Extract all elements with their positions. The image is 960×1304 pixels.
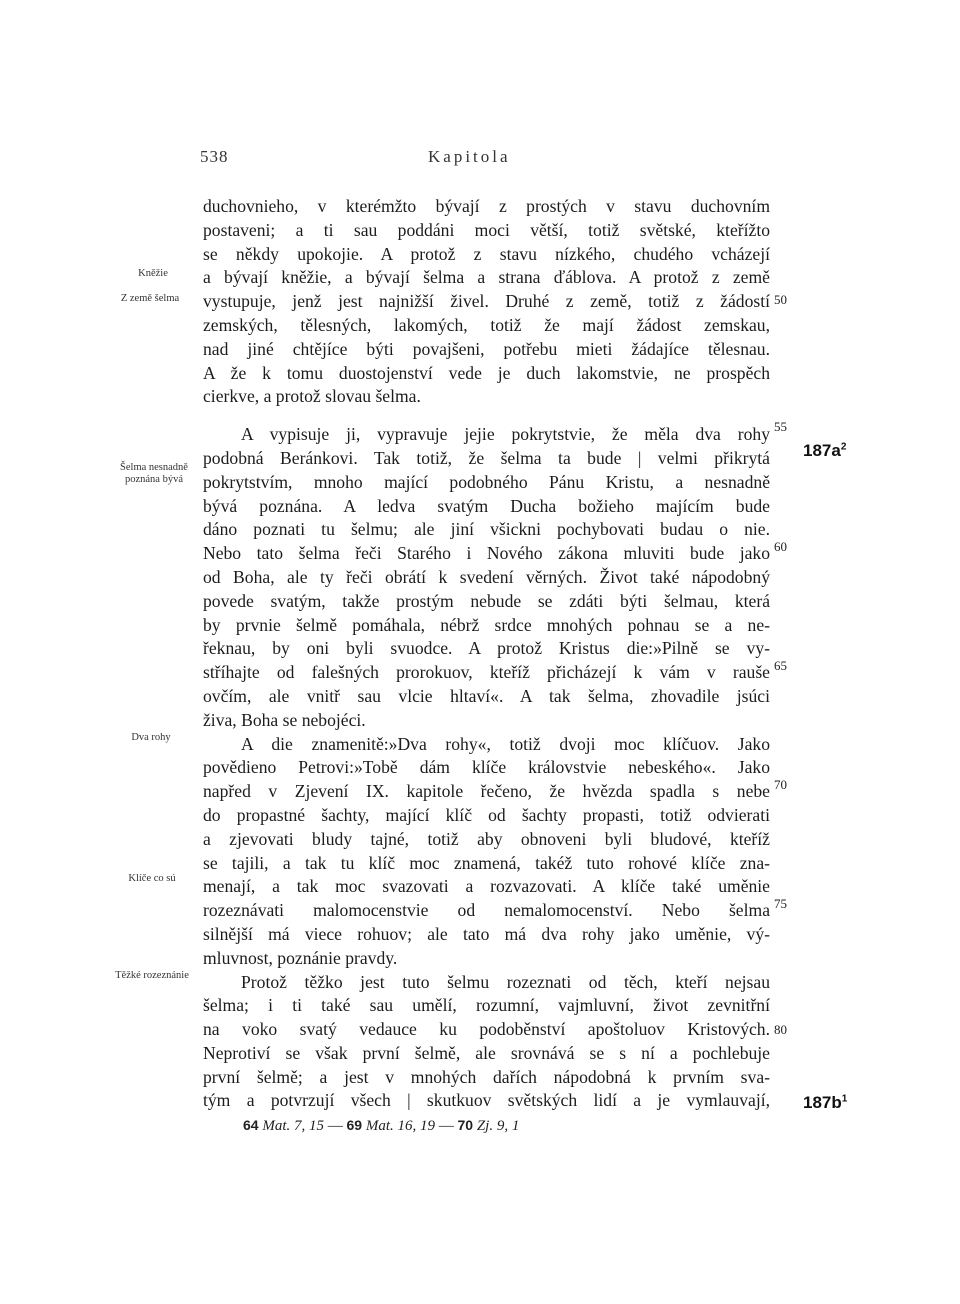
margin-note-tezke-rozeznanie: Těžké rozeznánie: [115, 970, 189, 981]
page-number: 538: [200, 147, 229, 166]
line-number: 60: [774, 539, 787, 554]
folio-marker-187a: $187a^2$: [803, 441, 847, 460]
margin-note-dva-rohy: Dva rohy: [131, 732, 171, 743]
text-line: rozeznávati malomocenstvie od nemalomocenství. Nebo šelma: [203, 900, 770, 921]
text-line: A vypisuje ji, vypravuje jejie pokrytstvie, že měla dva rohy: [241, 424, 770, 445]
text-line: ovčím, ale vnitř sau vlcie hltaví«. A tak šelma, zhovadile jsúci: [203, 685, 770, 706]
text-line: pokrytstvím, mnoho mající podobného Pánu Kristu, a nesnadně: [203, 471, 770, 492]
text-line: a bývají kněžie, a bývají šelma a strana ďáblova. A protož z země: [203, 267, 770, 288]
footnotes: [243, 1117, 519, 1135]
line-number: 65: [774, 658, 787, 673]
folio-marker-187b: $187b^1$: [803, 1093, 848, 1112]
text-line: silnější má viece rohuov; ale tato má dva rohy jako uměnie, vý-: [203, 923, 770, 944]
running-title: Kapitola: [428, 147, 511, 166]
line-number: 80: [774, 1022, 787, 1037]
text-line: A die znamenitě:»Dva rohy«, totiž dvoji moc klíčuov. Jako: [241, 733, 770, 754]
text-line: duchovnieho, v kterémžto bývají z prostých v stavu duchovním: [203, 196, 770, 216]
text-line: tým a potvrzují všech | skutkuov světských lidí a je vymlauvají,: [203, 1090, 770, 1111]
text-line: dáno poznati tu šelmu; ale jiní všickni pochybovati budau o nie.: [203, 519, 770, 540]
text-line: menají, a tak moc svazovati a rozvazovati. A klíče také uměnie: [203, 876, 770, 897]
line-number: 55: [774, 419, 787, 434]
footnote-reference: Mat. 16, 19: [365, 1118, 435, 1134]
text-line: nad jiné chtějíce býti povajšeni, potřebu mieti žádajíce tělesnau.: [203, 338, 770, 359]
text-line: A že k tomu duostojenství vede je duch lakomstvie, ne prospěch: [203, 362, 770, 383]
text-line: do propastné šachty, mající klíč od šachty propasti, totiž odvierati: [203, 804, 770, 825]
footnote-reference: Zj. 9, 1: [476, 1118, 520, 1134]
text-line: Neprotiví se však první šelmě, ale srovnává se s ní a pochlebuje: [203, 1042, 770, 1063]
line-number: 50: [774, 292, 787, 307]
text-line: se někdy upokojie. A protož z stavu nízkého, chudého vcházejí: [203, 243, 770, 264]
text-line: povede svatým, takže prostým nebude se zdáti býti šelmau, která: [203, 590, 770, 611]
line-number: 70: [774, 777, 787, 792]
text-line: šelma; i ti také sau umělí, rozumní, vajmluvní, život zevnitřní: [203, 995, 770, 1016]
footnote-number: 70: [457, 1117, 474, 1133]
margin-note-klice-co-su: Klíče co sú: [128, 873, 176, 884]
text-line: mluvnost, poznánie pravdy.: [203, 947, 398, 968]
footnote-separator: —: [438, 1118, 454, 1134]
text-line: se tajili, a tak tu klíč moc znamená, takéž tuto rohové klíče zna-: [203, 852, 770, 873]
text-line: cierkve, a protož slovau šelma.: [203, 386, 421, 407]
line-number: 75: [774, 896, 787, 911]
text-line: podobná Beránkovi. Tak totiž, že šelma ta bude | velmi přikrytá: [203, 447, 770, 468]
text-line: napřed v Zjevení IX. kapitole řečeno, že hvězda spadla s nebe: [203, 781, 770, 802]
text-line: Protož těžko jest tuto šelmu rozeznati od těch, kteří nejsau: [241, 971, 770, 992]
body-text: [203, 195, 770, 1113]
text-line: na voko svatý vedauce ku podoběnství apoštoluov Kristových.: [203, 1019, 770, 1040]
text-line: zemských, tělesných, lakomých, totiž že mají žádost zemskau,: [203, 314, 770, 335]
text-line: řeknau, by oni byli svuodce. A protož Kristus die:»Pilně se vy-: [203, 638, 770, 659]
text-line: by prvnie šelmě pomáhala, nébrž srdce mnohých pohnau se a ne-: [203, 614, 770, 635]
text-line: postaveni; a ti sau poddáni moci větší, totiž světské, kteřížto: [203, 219, 770, 240]
text-line: a zjevovati bludy tajné, totiž aby obnoveni byli bludové, kteříž: [203, 828, 770, 849]
text-line: bývá poznána. A ledva svatým Ducha božieho majícím bude: [203, 495, 770, 516]
text-line: povědieno Petrovi:»Tobě dám klíče královstvie nebeského«. Jako: [203, 757, 770, 778]
text-line: živa, Boha se nebojéci.: [203, 709, 366, 730]
text-line: vystupuje, jenž jest najnižší živel. Druhé z země, totiž z žádostí: [203, 291, 770, 312]
footnote-separator: —: [327, 1118, 343, 1134]
text-line: Nebo tato šelma řeči Starého i Nového zákona mluviti bude jako: [203, 543, 770, 564]
margin-note-knezie: Kněžie: [138, 268, 168, 279]
text-line: první šelmě; a jest v mnohých dařích nápodobná k prvním sva-: [203, 1066, 770, 1087]
margin-note-selma-nesnadne: Šelma nesnadně poznána bývá: [120, 462, 188, 485]
footnote-number: 69: [346, 1117, 363, 1133]
text-line: stříhajte od falešných prorokuov, kteříž přicházejí k vám v rauše: [203, 662, 770, 683]
footnote-reference: Mat. 7, 15: [262, 1118, 324, 1134]
margin-note-z-zeme-selma: Z země šelma: [120, 293, 180, 304]
text-line: od Boha, ale ty řeči obrátí k svedení věrných. Život také nápodobný: [203, 566, 770, 587]
footnote-number: 64: [243, 1117, 259, 1133]
